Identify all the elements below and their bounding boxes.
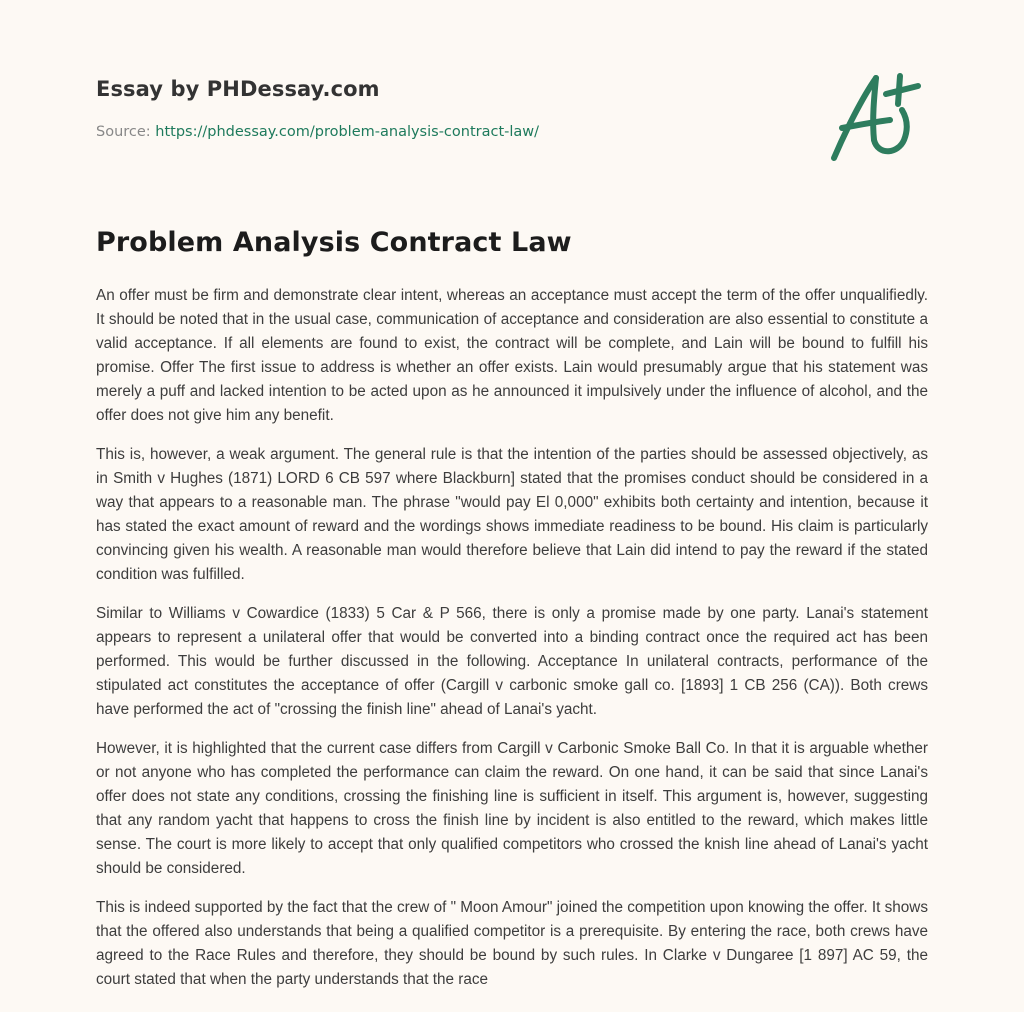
document-title: Problem Analysis Contract Law	[96, 227, 572, 258]
essay-paragraph: An offer must be firm and demonstrate clear intent, whereas an acceptance must accept the term of the offer unqualifiedly. It should be noted that in the usual case, communication of acceptance and consideration are also essential to constitute a valid acceptance. If all elements are found to exist, the contract will be complete, and Lain will be bound to fulfill his promise. Offer The first issue to address is whether an offer exists. Lain would presumably argue that his statement was merely a puff and lacked intention to be acted upon as he announced it impulsively under the influence of alcohol, and the offer does not give him any benefit.	[96, 287, 928, 424]
brand-title: Essay by PHDessay.com	[96, 77, 380, 101]
a-plus-grade-icon	[824, 68, 926, 164]
essay-paragraph: However, it is highlighted that the current case differs from Cargill v Carbonic Smoke Ball Co. In that it is arguable whether or not anyone who has completed the performance can claim the reward. On one hand, it can be said that since Lanai's offer does not state any conditions, crossing the finishing line is sufficient in itself. This argument is, however, suggesting that any random yacht that happens to cross the finish line by incident is also entitled to the reward, which makes little sense. The court is more likely to accept that only qualified competitors who crossed the knish line ahead of Lanai's yacht should be considered.	[96, 740, 928, 877]
essay-paragraph: Similar to Williams v Cowardice (1833) 5 Car & P 566, there is only a promise made by one party. Lanai's statement appears to represent a unilateral offer that would be converted into a binding contract once the required act has been performed. This would be further discussed in the following. Acceptance In unilateral contracts, performance of the stipulated act constitutes the acceptance of offer (Cargill v carbonic smoke gall co. [1893] 1 CB 256 (CA)). Both crews have performed the act of "crossing the finish line" ahead of Lanai's yacht.	[96, 605, 928, 718]
source-line	[96, 124, 539, 140]
essay-paragraph: This is, however, a weak argument. The general rule is that the intention of the parties should be assessed objectively, as in Smith v Hughes (1871) LORD 6 CB 597 where Blackburn] stated that the promises conduct should be considered in a way that appears to a reasonable man. The phrase "would pay El 0,000" exhibits both certainty and intention, because it has stated the exact amount of reward and the wordings shows immediate readiness to be bound. His claim is particularly convincing given his wealth. A reasonable man would therefore believe that Lain did intend to pay the reward if the stated condition was fulfilled.	[96, 446, 928, 583]
essay-paragraph: This is indeed supported by the fact that the crew of " Moon Amour" joined the competition upon knowing the offer. It shows that the offered also understands that being a qualified competitor is a prerequisite. By entering the race, both crews have agreed to the Race Rules and therefore, they should be bound by such rules. In Clarke v Dungaree [1 897] AC 59, the court stated that when the party understands that the race	[96, 899, 928, 988]
source-label: Source:	[96, 124, 151, 140]
source-link[interactable]: https://phdessay.com/problem-analysis-contract-law/	[155, 124, 540, 140]
essay-body	[96, 284, 928, 1007]
